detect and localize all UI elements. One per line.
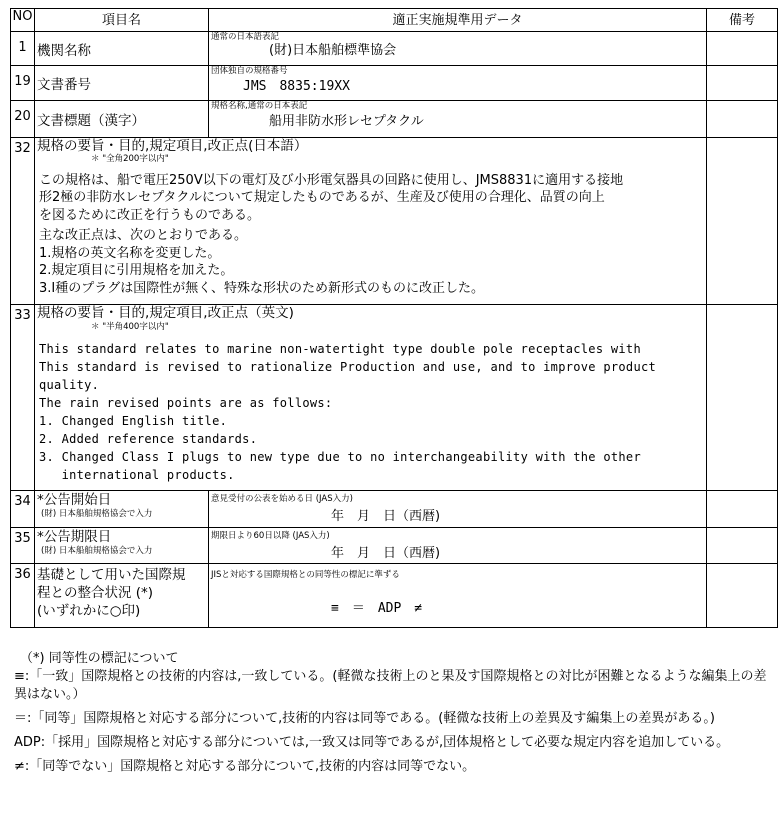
field-sublabel: 規格名称,通常の日本表記 [211, 101, 308, 111]
field-sublabel: 意見受付の公表を始める日 (JAS入力) [211, 494, 353, 504]
item-cell [35, 564, 209, 628]
field-sublabel: 団体独自の規格番号 [211, 66, 288, 76]
field-value: 船用非防水形レセプタクル [269, 114, 424, 129]
row-number: 20 [11, 101, 35, 138]
note-adopted: ADP:「採用」国際規格と対応する部分については,一致又は同等であるが,団体規格として必要な規定内容を追加している。 [14, 735, 730, 750]
item-name: 文書番号 [35, 66, 209, 101]
summary-en-body [35, 336, 707, 491]
data-cell [209, 491, 707, 528]
row-35 [11, 528, 778, 564]
row-32-body [11, 168, 778, 305]
table-header-row [11, 9, 778, 32]
note-not-equivalent: ≠:「同等でない」国際規格と対応する部分について,技術的内容は同等でない。 [14, 759, 476, 774]
item-name: *公告開始日 [37, 492, 112, 508]
summary-en-line: 1. Changed English title. [39, 413, 228, 428]
item-line: 程との整合状況 (*) [37, 585, 154, 601]
item-cell [35, 528, 209, 564]
date-field: 年 月 日（西暦) [331, 546, 441, 561]
standards-data-table [10, 8, 778, 628]
note-identical: ≡:「一致」国際規格との技術的内容は,一致している。(軽微な技術上のと果及す国際規格との対比が困難となるような編集上の差異はない。） [14, 669, 767, 702]
remarks-cell [707, 564, 778, 628]
summary-en-line: international products. [39, 467, 235, 482]
date-field: 年 月 日（西暦) [331, 509, 441, 524]
remarks-cell [707, 305, 778, 491]
row-number: 36 [11, 564, 35, 628]
header-data: 適正実施規準用データ [209, 9, 707, 32]
field-value: JMS 8835:19XX [243, 79, 350, 94]
summary-jp-limit: ＊ "全角200字以内" [91, 154, 169, 164]
summary-en-line: This standard relates to marine non-watertight type double pole receptacles with [39, 341, 641, 356]
row-number: 35 [11, 528, 35, 564]
remarks-cell [707, 66, 778, 101]
item-name: 機関名称 [35, 32, 209, 66]
item-line: (いずれかに○印) [37, 603, 141, 619]
item-note: (財) 日本船舶規格協会で入力 [41, 546, 153, 556]
row-34 [11, 491, 778, 528]
item-line: 基礎として用いた国際規 [37, 567, 186, 583]
summary-en-line: quality. [39, 377, 100, 392]
data-cell [209, 66, 707, 101]
summary-jp-line: 2.規定項目に引用規格を加えた。 [39, 263, 234, 278]
item-name: *公告期限日 [37, 529, 112, 545]
row-number: 32 [11, 138, 35, 305]
remarks-cell [707, 528, 778, 564]
summary-jp-line: この規格は、船で電圧250V以下の電灯及び小形電気器具の回路に使用し、JMS8831に適用する接地 [39, 172, 624, 188]
item-cell [35, 491, 209, 528]
item-note: (財) 日本船舶規格協会で入力 [41, 509, 153, 519]
row-36 [11, 564, 778, 628]
summary-jp-title: 規格の要旨・目的,規定項目,改正点(日本語） [37, 138, 308, 154]
row-number: 33 [11, 305, 35, 491]
field-sublabel: 通常の日本語表記 [211, 32, 280, 42]
data-cell [209, 32, 707, 66]
row-number: 19 [11, 66, 35, 101]
remarks-cell [707, 101, 778, 138]
summary-jp-body [35, 168, 707, 305]
row-number: 1 [11, 32, 35, 66]
summary-jp-line: を図るために改正を行うものである。 [39, 207, 261, 223]
notes-title: （*) 同等性の標記について [20, 651, 179, 666]
summary-en-title: 規格の要旨・目的,規定項目,改正点（英文) [37, 305, 294, 321]
note-equivalent: ＝:「同等」国際規格と対応する部分について,技術的内容は同等である。(軽微な技術上の差異及す編集上の差異がある。) [14, 711, 715, 726]
data-cell [209, 564, 707, 628]
summary-jp-title-cell [35, 138, 707, 168]
summary-en-line: This standard is revised to rationalize Production and use, and to improve product [39, 359, 657, 374]
conformity-options: ≡ ＝ ADP ≠ [331, 601, 423, 616]
field-sublabel: JISと対応する国際規格との同等性の標記に準ずる [211, 570, 400, 580]
summary-jp-line: 1.規格の英文名称を変更した。 [39, 245, 221, 261]
remarks-cell [707, 138, 778, 305]
data-cell [209, 101, 707, 138]
row-19 [11, 66, 778, 101]
equivalence-notes [14, 650, 776, 776]
data-cell [209, 528, 707, 564]
summary-jp-line: 主な改正点は、次のとおりである。 [39, 228, 248, 243]
remarks-cell [707, 491, 778, 528]
row-20 [11, 101, 778, 138]
remarks-cell [707, 32, 778, 66]
header-no: NO [11, 9, 35, 32]
row-1 [11, 32, 778, 66]
header-remarks: 備考 [707, 9, 778, 32]
item-name: 文書標題（漢字） [35, 101, 209, 138]
summary-en-title-cell [35, 305, 707, 336]
summary-en-line: 2. Added reference standards. [39, 431, 258, 446]
field-sublabel: 期限日より60日以降 (JAS入力) [211, 531, 330, 541]
row-33-title [11, 305, 778, 336]
header-item: 項目名 [35, 9, 209, 32]
field-value: (財)日本船舶標準協会 [269, 43, 397, 58]
row-33-body [11, 336, 778, 491]
row-number: 34 [11, 491, 35, 528]
summary-en-line: 3. Changed Class I plugs to new type due to no interchangeability with the other [39, 449, 641, 464]
row-32-title [11, 138, 778, 168]
summary-jp-line: 3.I種のプラグは国際性が無く、特殊な形状のため新形式のものに改正した。 [39, 280, 484, 296]
summary-en-limit: ＊ "半角400字以内" [91, 322, 169, 332]
summary-en-line: The rain revised points are as follows: [39, 395, 333, 410]
summary-jp-line: 形2極の非防水レセプタクルについて規定したものであるが、生産及び使用の合理化、品質の向上 [39, 190, 605, 205]
